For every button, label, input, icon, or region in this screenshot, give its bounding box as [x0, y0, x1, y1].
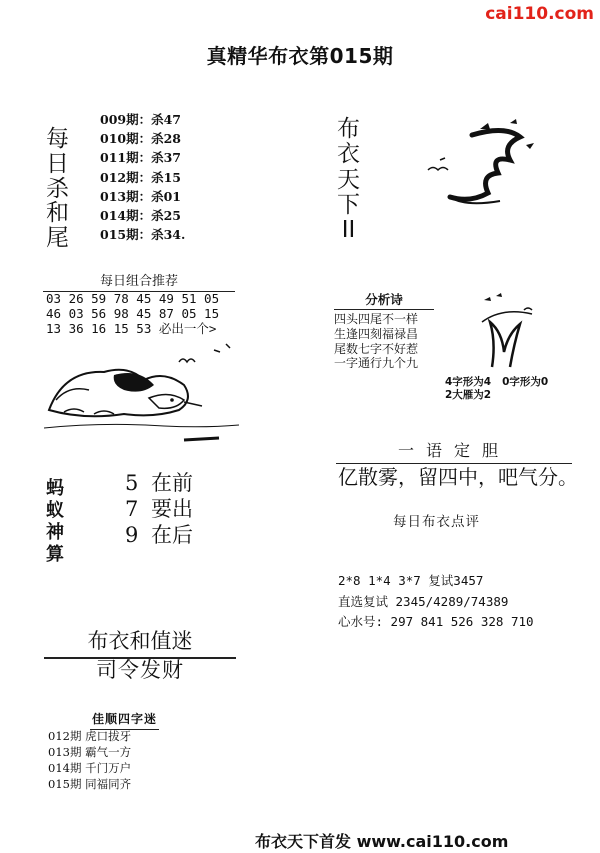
comment-line: 2*8 1*4 3*7 复试3457 [338, 573, 484, 588]
cartoon-illustration [44, 340, 244, 450]
list-item [125, 496, 193, 522]
daily-tail-label [46, 127, 69, 251]
list-item: 013期 霸气一方 [48, 745, 132, 759]
daily-tail-list [100, 110, 185, 244]
label-char: 算 [46, 543, 64, 565]
shape-notes [445, 376, 548, 402]
list-item: 010期：杀28 [100, 131, 181, 147]
label-char: 下 [337, 191, 360, 218]
combo-heading: 每日组合推荐 [43, 270, 235, 292]
label-char: 布 [337, 116, 360, 142]
poem-line: 四头四尾不一样 [334, 312, 419, 326]
buyi-tianxia-label [337, 117, 360, 243]
brush-birds-illustration [410, 115, 560, 215]
poem-line: 一字通行九个九 [334, 356, 419, 371]
list-item [125, 522, 193, 548]
list-item: 012期：杀15 [100, 169, 181, 185]
comment-line: 心水号: 297 841 526 328 710 [338, 614, 534, 629]
label-char: 尾 [46, 225, 69, 252]
one-phrase-text: 亿散雾，留四中，吧气分。 [338, 465, 578, 489]
list-item: 015期：杀34. [100, 227, 186, 243]
label-char: 和 [46, 200, 69, 227]
combo-rows [46, 291, 219, 336]
combo-row: 46 03 56 98 45 87 05 15 [46, 306, 220, 321]
label-char: 蚂 [46, 478, 64, 499]
label-char: 每 [46, 126, 69, 152]
poem-line: 尾数七字不好惹 [334, 341, 419, 356]
note: 2大雁为2 [445, 389, 492, 401]
combo-row: 13 36 16 15 53 必出一个> [46, 321, 217, 336]
label-char: 杀 [46, 175, 69, 202]
list-item [125, 470, 193, 496]
footer-credit: 布衣天下首发 www.cai110.com [255, 832, 509, 851]
note: 0字形为0 [502, 376, 549, 388]
analysis-poem [334, 290, 434, 371]
list-item: 013期：杀01 [100, 188, 181, 204]
label-char: II [341, 217, 356, 244]
page-title: 真精华布衣第015期 [206, 44, 394, 68]
label-char: 神 [46, 521, 64, 543]
note-row [445, 389, 548, 402]
ant-calc-list [125, 470, 193, 548]
list-item: 014期 千门万户 [48, 761, 132, 775]
item-number: 5 [125, 471, 139, 495]
list-item: 012期 虎口拔牙 [48, 729, 132, 743]
list-item: 009期：杀47 [100, 112, 181, 127]
ant-calc-label [46, 478, 64, 566]
combo-row: 03 26 59 78 45 49 51 05 [46, 291, 220, 306]
item-text: 在后 [151, 523, 193, 547]
one-phrase-heading: 一语定胆 [336, 438, 572, 464]
poem-heading: 分析诗 [334, 290, 434, 310]
note-row [445, 376, 548, 389]
item-text: 在前 [151, 471, 193, 495]
daily-comment-heading: 每日布衣点评 [393, 514, 480, 530]
list-item: 015期 同福同齐 [48, 777, 132, 791]
sum-riddle-heading: 布衣和值迷 [44, 625, 236, 659]
item-number: 9 [125, 523, 139, 547]
label-char: 衣 [337, 141, 360, 168]
poem-line: 生逢四刻福禄昌 [334, 326, 419, 341]
item-number: 7 [125, 497, 139, 521]
sum-riddle-text: 司令发财 [96, 658, 184, 682]
comment-line: 直选复试 2345/4289/74389 [338, 593, 509, 609]
list-item: 011期：杀37 [100, 150, 181, 166]
four-char-heading: 佳顺四字迷 [90, 710, 159, 730]
list-item: 014期：杀25 [100, 208, 181, 224]
daily-comment-lines [338, 571, 534, 633]
four-char-list [48, 728, 131, 792]
note: 4字形为4 [445, 376, 492, 388]
label-char: 日 [46, 150, 69, 177]
site-watermark: cai110.com [485, 4, 594, 24]
tree-birds-illustration [462, 292, 562, 374]
item-text: 要出 [151, 497, 193, 521]
label-char: 天 [337, 166, 360, 193]
label-char: 蚁 [46, 499, 64, 521]
